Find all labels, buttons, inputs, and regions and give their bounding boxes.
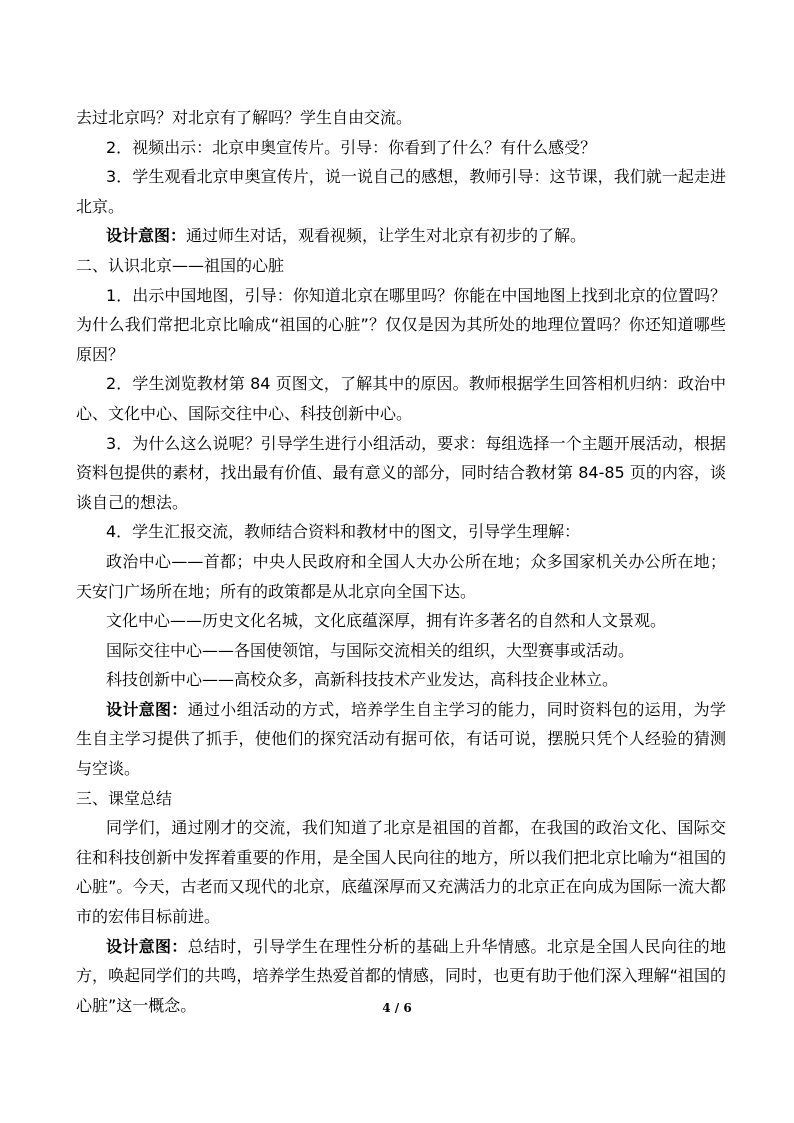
page-number: 4 / 6: [382, 1001, 412, 1015]
section-heading-text: 三、课堂总结: [76, 788, 173, 808]
design-intent-label: 设计意图：: [106, 936, 188, 956]
paragraph-political-center: [76, 547, 726, 606]
paragraph-cultural-center: [76, 606, 726, 636]
paragraph-text: 去过北京吗？对北京有了解吗？学生自由交流。: [76, 108, 413, 127]
paragraph-text: 1．出示中国地图，引导：你知道北京在哪里吗？你能在中国地图上找到北京的位置吗？为什么我们常把北京比喻成“祖国的心脏”？仅仅是因为其所处的地理位置吗？你还知道哪些原因？: [76, 285, 726, 364]
paragraph-international-center: [76, 636, 726, 666]
paragraph-summary: [76, 813, 726, 931]
document-body: [76, 103, 726, 1020]
paragraph-text: 3．为什么这么说呢？引导学生进行小组活动，要求：每组选择一个主题开展活动，根据资料包提供的素材，找出最有价值、最有意义的部分，同时结合教材第 84-85 页的内容，谈谈自己的想法。: [76, 433, 726, 512]
paragraph-intro-question: [76, 103, 726, 133]
design-intent-paragraph-1: [76, 221, 726, 251]
paragraph-step-3-group: [76, 429, 726, 518]
paragraph-text: 国际交往中心——各国使领馆，与国际交流相关的组织，大型赛事或活动。: [106, 640, 635, 660]
paragraph-step-3-watch: [76, 162, 726, 221]
paragraph-text: 科技创新中心——高校众多，高新科技技术产业发达，高科技企业林立。: [106, 670, 619, 690]
paragraph-text: 文化中心——历史文化名城，文化底蕴深厚，拥有许多著名的自然和人文景观。: [106, 611, 667, 631]
paragraph-text: 3．学生观看北京申奥宣传片，说一说自己的感想，教师引导：这节课，我们就一起走进北京。: [76, 167, 726, 216]
design-intent-label: 设计意图：: [106, 226, 187, 246]
paragraph-text: 2．视频出示：北京申奥宣传片。引导：你看到了什么？有什么感受？: [106, 137, 597, 157]
paragraph-text: 总结时，引导学生在理性分析的基础上升华情感。北京是全国人民向往的地方，唤起同学们的共鸣，培养学生热爱首都的情感，同时，也更有助于他们深入理解“祖国的心脏”这一概念。: [76, 936, 726, 1015]
paragraph-text: 通过师生对话，观看视频，让学生对北京有初步的了解。: [186, 226, 587, 246]
paragraph-step-2-textbook: [76, 369, 726, 428]
section-heading-2: [76, 251, 726, 281]
design-intent-paragraph-2: [76, 695, 726, 784]
section-heading-3: [76, 784, 726, 814]
paragraph-technology-center: [76, 665, 726, 695]
paragraph-text: 同学们，通过刚才的交流，我们知道了北京是祖国的首都，在我国的政治文化、国际交往和科技创新中发挥着重要的作用，是全国人民向往的地方，所以我们把北京比喻为“祖国的心脏”。今天，古老而又现代的北京，底蕴深厚而又充满活力的北京正在向成为国际一流大都市的宏伟目标前进。: [76, 818, 726, 927]
paragraph-text: 4．学生汇报交流，教师结合资料和教材中的图文，引导学生理解：: [106, 522, 581, 542]
paragraph-text: 2．学生浏览教材第 84 页图文，了解其中的原因。教师根据学生回答相机归纳：政治中心、文化中心、国际交往中心、科技创新中心。: [76, 374, 726, 423]
paragraph-step-4-report: [76, 517, 726, 547]
paragraph-text: 通过小组活动的方式，培养学生自主学习的能力，同时资料包的运用，为学生自主学习提供了抓手，使他们的探究活动有据可依，有话可说，摆脱只凭个人经验的猜测与空谈。: [76, 699, 726, 779]
section-heading-text: 二、认识北京——祖国的心脏: [76, 255, 285, 275]
paragraph-step-1-map: [76, 281, 726, 370]
paragraph-step-2-video: [76, 133, 726, 163]
paragraph-text: 政治中心——首都；中央人民政府和全国人大办公所在地；众多国家机关办公所在地；天安门广场所在地；所有的政策都是从北京向全国下达。: [76, 551, 726, 601]
design-intent-label: 设计意图：: [106, 699, 188, 719]
